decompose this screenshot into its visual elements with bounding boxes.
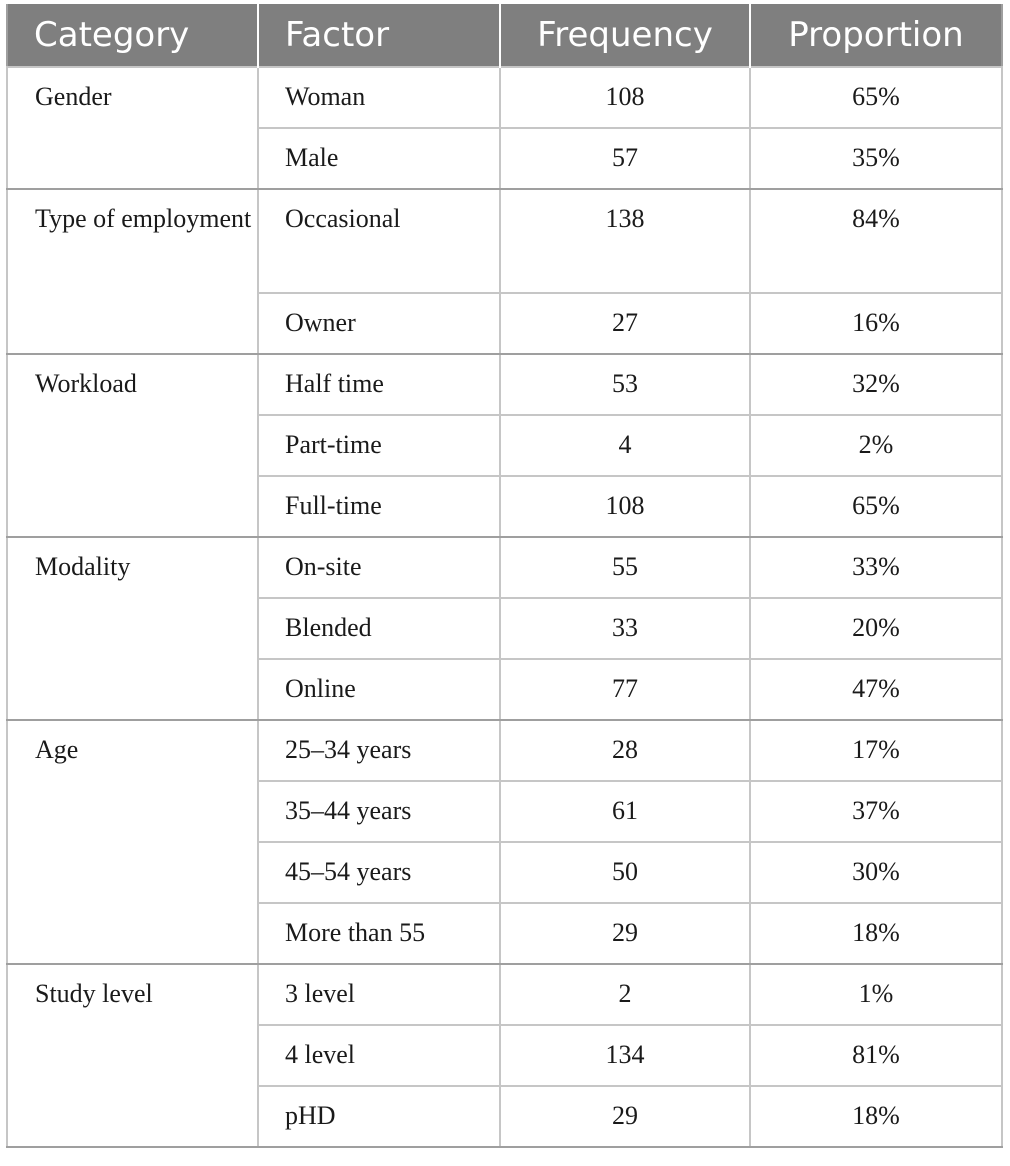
proportion-cell: 30% [750,842,1002,903]
factor-cell: Male [258,128,500,189]
frequency-cell: 27 [500,293,750,354]
proportion-cell: 81% [750,1025,1002,1086]
factor-cell: Owner [258,293,500,354]
frequency-cell: 4 [500,415,750,476]
frequency-cell: 138 [500,189,750,293]
table-row [7,354,1002,415]
proportion-cell: 20% [750,598,1002,659]
demographics-table [6,4,1003,1148]
frequency-cell: 28 [500,720,750,781]
proportion-cell: 16% [750,293,1002,354]
table-body [7,67,1002,1147]
frequency-cell: 77 [500,659,750,720]
category-cell: Gender [7,67,258,189]
category-cell: Type of employment [7,189,258,354]
category-cell: Workload [7,354,258,537]
header-frequency: Frequency [500,4,750,67]
proportion-cell: 32% [750,354,1002,415]
proportion-cell: 33% [750,537,1002,598]
table-row [7,964,1002,1025]
frequency-cell: 108 [500,476,750,537]
proportion-cell: 2% [750,415,1002,476]
factor-cell: pHD [258,1086,500,1147]
header-factor: Factor [258,4,500,67]
factor-cell: Blended [258,598,500,659]
table-row [7,67,1002,128]
category-cell: Study level [7,964,258,1147]
factor-cell: Woman [258,67,500,128]
frequency-cell: 33 [500,598,750,659]
proportion-cell: 47% [750,659,1002,720]
factor-cell: 25–34 years [258,720,500,781]
table-row [7,537,1002,598]
frequency-cell: 55 [500,537,750,598]
proportion-cell: 65% [750,476,1002,537]
frequency-cell: 134 [500,1025,750,1086]
proportion-cell: 35% [750,128,1002,189]
proportion-cell: 18% [750,903,1002,964]
factor-cell: 4 level [258,1025,500,1086]
factor-cell: 35–44 years [258,781,500,842]
factor-cell: On-site [258,537,500,598]
factor-cell: Part-time [258,415,500,476]
header-proportion: Proportion [750,4,1002,67]
factor-cell: More than 55 [258,903,500,964]
header-category: Category [7,4,258,67]
factor-cell: 3 level [258,964,500,1025]
factor-cell: Full-time [258,476,500,537]
factor-cell: Half time [258,354,500,415]
category-cell: Age [7,720,258,964]
factor-cell: Occasional [258,189,500,293]
frequency-cell: 50 [500,842,750,903]
proportion-cell: 84% [750,189,1002,293]
frequency-cell: 29 [500,1086,750,1147]
factor-cell: Online [258,659,500,720]
factor-cell: 45–54 years [258,842,500,903]
table-row [7,189,1002,293]
table-row [7,720,1002,781]
proportion-cell: 17% [750,720,1002,781]
proportion-cell: 37% [750,781,1002,842]
proportion-cell: 1% [750,964,1002,1025]
frequency-cell: 29 [500,903,750,964]
frequency-cell: 53 [500,354,750,415]
frequency-cell: 57 [500,128,750,189]
frequency-cell: 2 [500,964,750,1025]
frequency-cell: 61 [500,781,750,842]
proportion-cell: 65% [750,67,1002,128]
proportion-cell: 18% [750,1086,1002,1147]
header-row [7,4,1002,67]
category-cell: Modality [7,537,258,720]
frequency-cell: 108 [500,67,750,128]
